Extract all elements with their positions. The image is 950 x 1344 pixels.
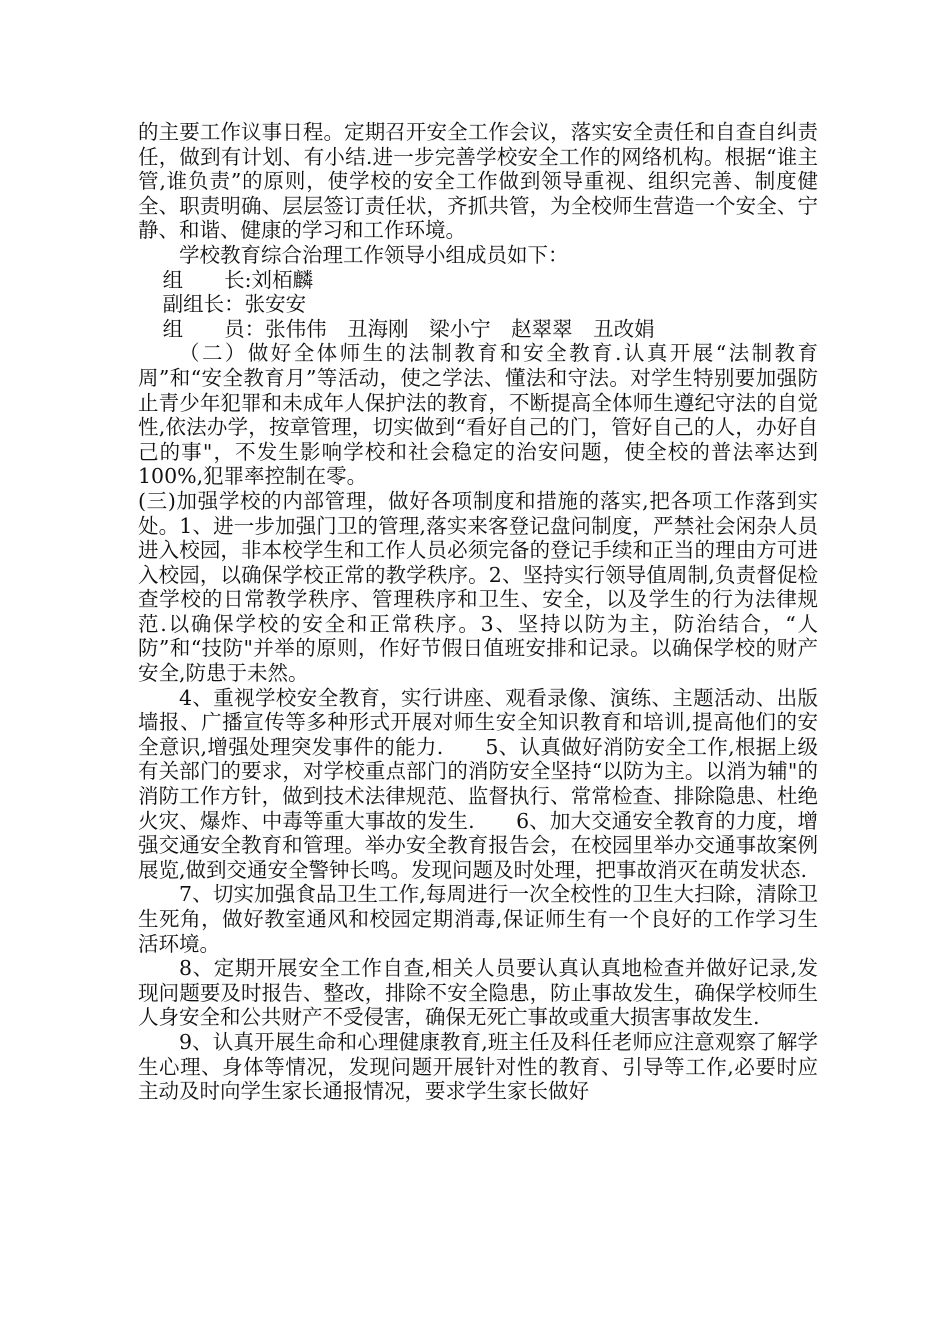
paragraph-safety-responsibility: 的主要工作议事日程。定期召开安全工作会议，落实安全责任和自查自纠责任，做到有计划、有小结.进一步完善学校安全工作的网络机构。根据“谁主管,谁负责”的原则，使学校的安全工作做到领导重视、组织完善、制度健全、职责明确、层层签订责任状，齐抓共管，为全校师生营造一个安全、宁静、和谐、健康的学习和工作环境。	[138, 120, 818, 243]
paragraph-legal-education: （二）做好全体师生的法制教育和安全教育.认真开展“法制教育周”和“安全教育月”等活动，使之学法、懂法和守法。对学生特别要加强防止青少年犯罪和未成年人保护法的教育，不断提高全体师生遵纪守法的自觉性,依法办学，按章管理，切实做到“看好自己的门，管好自己的人，办好自己的事"，不发生影响学校和社会稳定的治安问题，使全校的普法率达到100%,犯罪率控制在零。	[138, 341, 818, 489]
document-page	[138, 120, 818, 1104]
leader-line: 组 长:刘栢麟	[162, 267, 314, 292]
paragraph-internal-management: (三)加强学校的内部管理，做好各项制度和措施的落实,把各项工作落到实处。1、进一步加强门卫的管理,落实来客登记盘问制度，严禁社会闲杂人员进入校园，非本校学生和工作人员必须完备的登记手续和正当的理由方可进入校园，以确保学校正常的教学秩序。2、坚持实行领导值周制,负责督促检查学校的日常教学秩序、管理秩序和卫生、安全，以及学生的行为法律规范.以确保学校的安全和正常秩序。3、坚持以防为主，防治结合，“人防”和“技防"并举的原则，作好节假日值班安排和记录。以确保学校的财产安全,防患于未然。	[138, 488, 818, 686]
paragraph-food-hygiene: 7、切实加强食品卫生工作,每周进行一次全校性的卫生大扫除，清除卫生死角，做好教室通风和校园定期消毒,保证师生有一个良好的工作学习生活环境。	[138, 882, 818, 956]
deputy-leader-line: 副组长：张安安	[162, 292, 307, 317]
paragraph-mental-health: 9、认真开展生命和心理健康教育,班主任及科任老师应注意观察了解学生心理、身体等情况，发现问题开展针对性的教育、引导等工作,必要时应主动及时向学生家长通报情况，要求学生家长做好	[138, 1029, 818, 1104]
paragraph-safety-education: 4、重视学校安全教育，实行讲座、观看录像、演练、主题活动、出版墙报、广播宣传等多种形式开展对师生安全知识教育和培训,提高他们的安全意识,增强处理突发事件的能力. 5、认真做好消防安全工作,根据上级有关部门的要求，对学校重点部门的消防安全坚持“以防为主。以消为辅"的消防工作方针，做到技术法律规范、监督执行、常常检查、排除隐患、杜绝火灾、爆炸、中毒等重大事故的发生. 6、加大交通安全教育的力度，增强交通安全教育和管理。举办安全教育报告会，在校园里举办交通事故案例展览,做到交通安全警钟长鸣。发现问题及时处理，把事故消灭在萌发状态.	[138, 685, 818, 882]
members-line: 组 员：张伟伟 丑海刚 梁小宁 赵翠翠 丑改娟	[162, 316, 655, 341]
paragraph-leadership-intro: 学校教育综合治理工作领导小组成员如下：	[179, 242, 569, 267]
paragraph-self-inspection: 8、定期开展安全工作自查,相关人员要认真认真地检查并做好记录,发现问题要及时报告、整改，排除不安全隐患，防止事故发生，确保学校师生人身安全和公共财产不受侵害，确保无死亡事故或重大损害事故发生.	[138, 956, 818, 1030]
